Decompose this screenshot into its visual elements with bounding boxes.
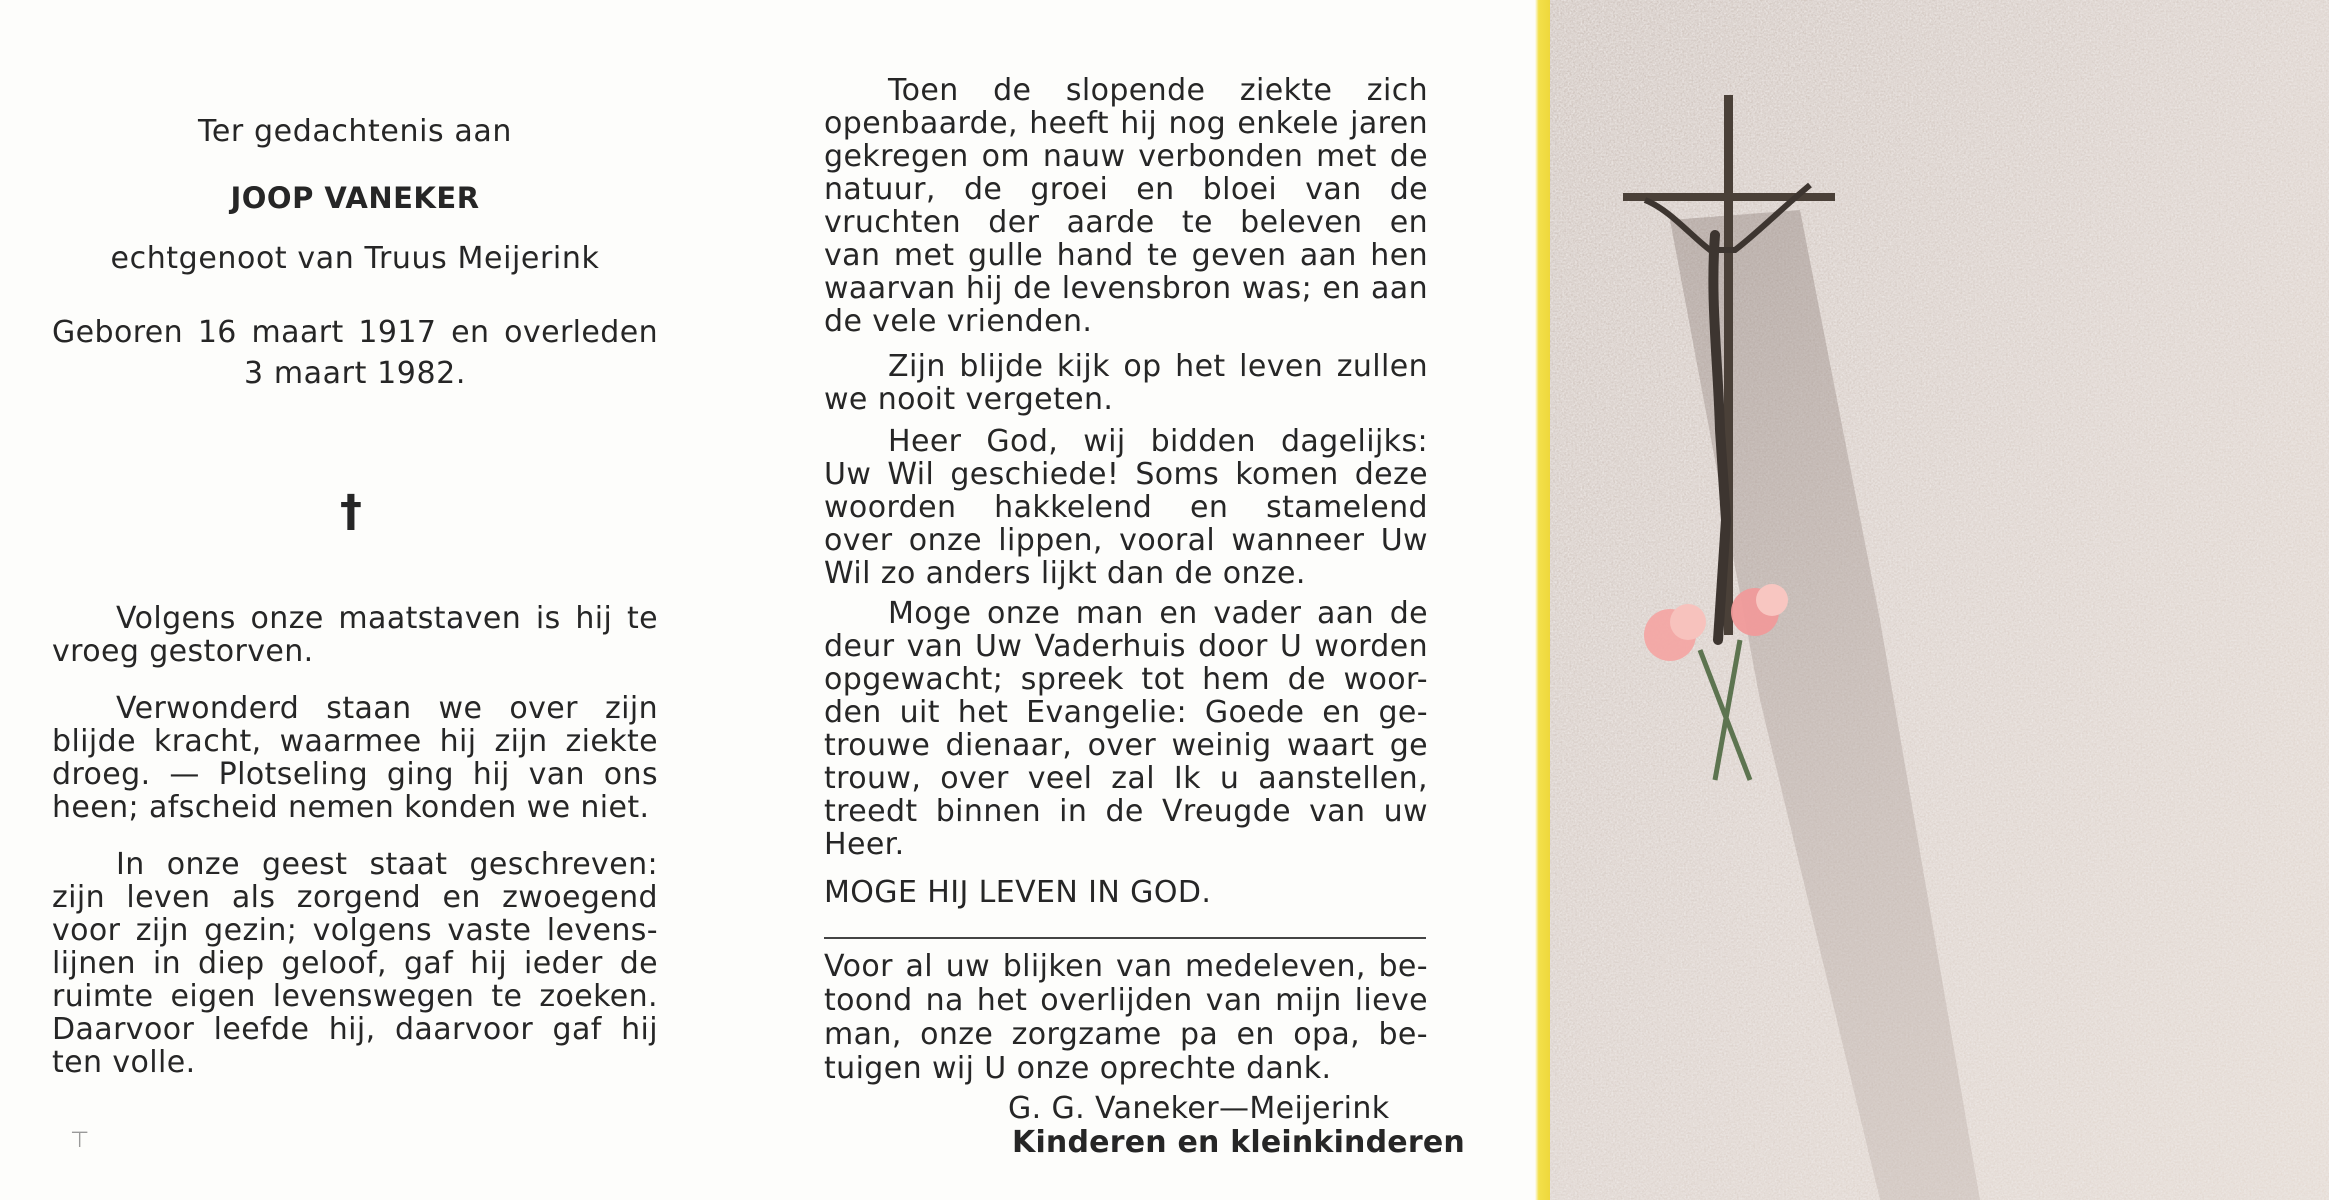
dates-line-2: 3 maart 1982. <box>244 356 466 391</box>
text-line: waarvan hij de levensbron was; en aan <box>824 272 1428 305</box>
text-line: Moge onze man en vader aan de <box>888 597 1428 630</box>
divider-rule <box>824 937 1426 939</box>
text-line: Verwonderd staan we over zijn <box>116 692 658 725</box>
text-line: man, onze zorgzame pa en opa, be- <box>824 1018 1428 1051</box>
text-line: over onze lippen, vooral wanneer Uw <box>824 524 1428 557</box>
small-print-mark: ⊤ <box>70 1128 90 1153</box>
text-line: heen; afscheid nemen konden we niet. <box>52 790 650 825</box>
fold-gutter <box>1525 0 1550 1200</box>
text-line: woorden hakkelend en stamelend <box>824 491 1428 524</box>
cross-icon: † <box>340 486 362 537</box>
text-line: blijde kracht, waarmee hij zijn ziekte <box>52 725 658 758</box>
text-line: opgewacht; spreek tot hem de woor- <box>824 663 1428 696</box>
memorial-heading: Ter gedachtenis aan <box>198 114 512 149</box>
text-line: deur van Uw Vaderhuis door U worden <box>824 630 1428 663</box>
text-line: trouwe dienaar, over weinig waart ge <box>824 729 1428 762</box>
text-line: vroeg gestorven. <box>52 634 314 669</box>
text-line: we nooit vergeten. <box>824 382 1114 417</box>
text-line: zijn leven als zorgend en zwoegend <box>52 881 658 914</box>
text-line: Heer God, wij bidden dagelijks: <box>888 425 1428 458</box>
text-line: natuur, de groei en bloei van de <box>824 173 1428 206</box>
text-line: van met gulle hand te geven aan hen <box>824 239 1428 272</box>
text-line: de vele vrienden. <box>824 304 1093 339</box>
text-line: In onze geest staat geschreven: <box>116 848 658 881</box>
text-line: Uw Wil geschiede! Soms komen deze <box>824 458 1428 491</box>
text-line: toond na het overlijden van mijn lieve <box>824 984 1428 1017</box>
text-line: Daarvoor leefde hij, daarvoor gaf hij <box>52 1013 658 1046</box>
text-line: gekregen om nauw verbonden met de <box>824 140 1428 173</box>
closing-line: MOGE HIJ LEVEN IN GOD. <box>824 875 1212 910</box>
text-line: vruchten der aarde te beleven en <box>824 206 1428 239</box>
dates-line-1: Geboren 16 maart 1917 en overleden <box>52 316 658 349</box>
deceased-name: JOOP VANEKER <box>230 181 480 215</box>
crucifix-image <box>1550 0 2329 1200</box>
text-line: voor zijn gezin; volgens vaste levens- <box>52 914 658 947</box>
signature-line-1: G. G. Vaneker—Meijerink <box>1008 1091 1390 1126</box>
spouse-line: echtgenoot van Truus Meijerink <box>110 241 600 276</box>
text-line: Zijn blijde kijk op het leven zullen <box>888 350 1428 383</box>
text-line: lijnen in diep geloof, gaf hij ieder de <box>52 947 658 980</box>
text-line: den uit het Evangelie: Goede en ge- <box>824 696 1428 729</box>
text-line: openbaarde, heeft hij nog enkele jaren <box>824 107 1428 140</box>
text-line: ruimte eigen levenswegen te zoeken. <box>52 980 658 1013</box>
text-line: droeg. — Plotseling ging hij van ons <box>52 758 658 791</box>
text-line: Wil zo anders lijkt dan de onze. <box>824 556 1306 591</box>
text-line: Volgens onze maatstaven is hij te <box>116 602 658 635</box>
text-line: Toen de slopende ziekte zich <box>888 74 1428 107</box>
crucifix-photo <box>1550 0 2329 1200</box>
text-line: ten volle. <box>52 1045 196 1080</box>
text-line: treedt binnen in de Vreugde van uw <box>824 795 1428 828</box>
signature-line-2: Kinderen en kleinkinderen <box>1012 1125 1465 1160</box>
text-line: tuigen wij U onze oprechte dank. <box>824 1051 1332 1086</box>
text-line: Voor al uw blijken van medeleven, be- <box>824 950 1428 983</box>
text-line: trouw, over veel zal Ik u aanstellen, <box>824 762 1428 795</box>
text-line: Heer. <box>824 827 905 862</box>
